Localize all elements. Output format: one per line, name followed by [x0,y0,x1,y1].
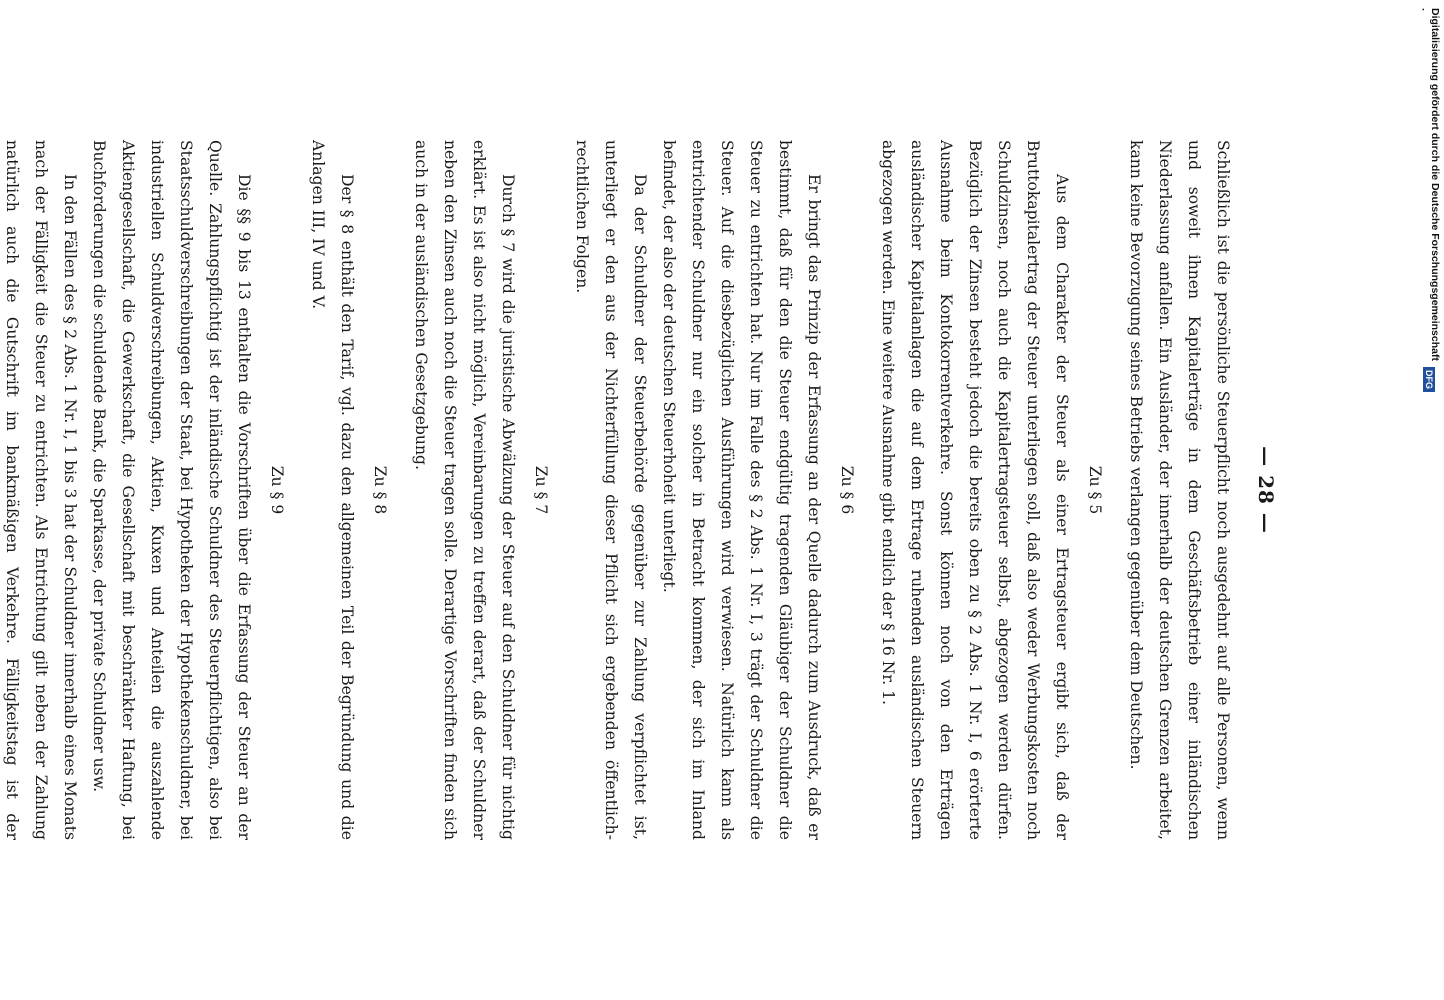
paragraph: Durch § 7 wird die juristische Abwälzung der Steuer auf den Schuldner für nichtig erklärt. Es ist also nicht möglich, Vereinbarungen zu treffen derart, daß der Schuldner neben den Zinsen auch noch die Steuer tragen solle. Derartige Vorschriften finden sich auch in der ausländischen Gesetzgebung. [412,140,517,840]
paragraph: Da der Schuldner der Steuerbehörde gegenüber zur Zahlung verpflichtet ist, unterliegt er den aus der Nichterfüllung dieser Pflicht sich ergebenden öffentlich-rechtlichen Folgen. [573,140,649,840]
section-heading: Zu § 8 [371,465,389,515]
section-heading: Zu § 9 [268,465,286,515]
credit-text: Digitalisierung gefördert durch die Deutsche Forschungsgemeinschaft · [1417,8,1441,361]
paragraph: Aus dem Charakter der Steuer als einer Ertragsteuer ergibt sich, daß der Bruttokapitalertrag der Steuer unterliegen soll, daß also weder Werbungskosten noch Schuldzinsen, noch auch die Kapitalertragsteuer selbst, abgezogen werden dürfen. Bezüglich der Zinsen besteht jedoch die bereits oben zu § 2 Abs. 1 Nr. I, 6 erörterte Ausnahme beim Kontokorrentverkehre. Sonst können noch von den Erträgen ausländischer Kapitalanlagen die auf dem Ertrage ruhenden ausländischen Steuern abgezogen werden. Eine weitere Ausnahme gibt endlich der § 16 Nr. 1. [879,140,1071,840]
digitization-credit [1410,8,1444,392]
paragraph: Er bringt das Prinzip der Erfassung an der Quelle dadurch zum Ausdruck, daß er bestimmt, daß für den die Steuer endgültig tragenden Gläubiger der Schuldner die Steuer zu entrichten hat. Nur im Falle des § 2 Abs. 1 Nr. I, 3 trägt der Schuldner die Steuer. Auf die diesbezüglichen Ausführungen wird verwiesen. Natürlich kann als entrichtender Schuldner nur ein solcher in Betracht kommen, der sich im Inland befindet, der also der deutschen Steuerhoheit unterliegt. [660,140,823,840]
paragraph: In den Fällen des § 2 Abs. 1 Nr. I, 1 bis 3 hat der Schuldner innerhalb eines Monats nach der Fälligkeit die Steuer zu entrichten. Als Entrichtung gilt neben der Zahlung natürlich auch die Gutschrift im bankmäßigen Verkehre. Fälligkeitstag ist der [3,140,79,840]
section-heading: Zu § 6 [838,465,856,515]
dfg-logo: DFG [1423,367,1435,392]
credit-line [1414,8,1444,392]
paragraph: Schließlich ist die persönliche Steuerpflicht noch ausgedehnt auf alle Personen, wenn und soweit ihnen Kapitalerträge in dem Geschäftsbetrieb einer inländischen Niederlassung anfallen. Ein Ausländer, der innerhalb der deutschen Grenzen arbeitet, kann keine Bevorzugung seines Betriebs verlangen gegenüber dem Deutschen. [1127,140,1232,840]
page-number: — 28 — [1254,446,1278,534]
section-heading: Zu § 7 [532,465,550,515]
section-heading: Zu § 5 [1086,465,1104,515]
page-content [3,140,1280,840]
paragraph: Die §§ 9 bis 13 enthalten die Vorschriften über die Erfassung der Steuer an der Quelle. Zahlungspflichtig ist der inländische Schuldner des Steuerpflichtigen, also bei Staatsschuldverschreibungen der Staat, bei Hypotheken der Hypothekenschuldner, bei industriellen Schuldverschreibungen, Aktien, Kuxen und Anteilen die auszahlende Aktiengesellschaft, die Gewerkschaft, die Gesellschaft mit beschränkter Haftung, bei Buchforderungen die schuldende Bank, die Sparkasse, der private Schuldner usw. [90,140,253,840]
paragraph: Der § 8 enthält den Tarif, vgl. dazu den allgemeinen Teil der Begründung und die Anlagen III, IV und V. [309,140,356,840]
